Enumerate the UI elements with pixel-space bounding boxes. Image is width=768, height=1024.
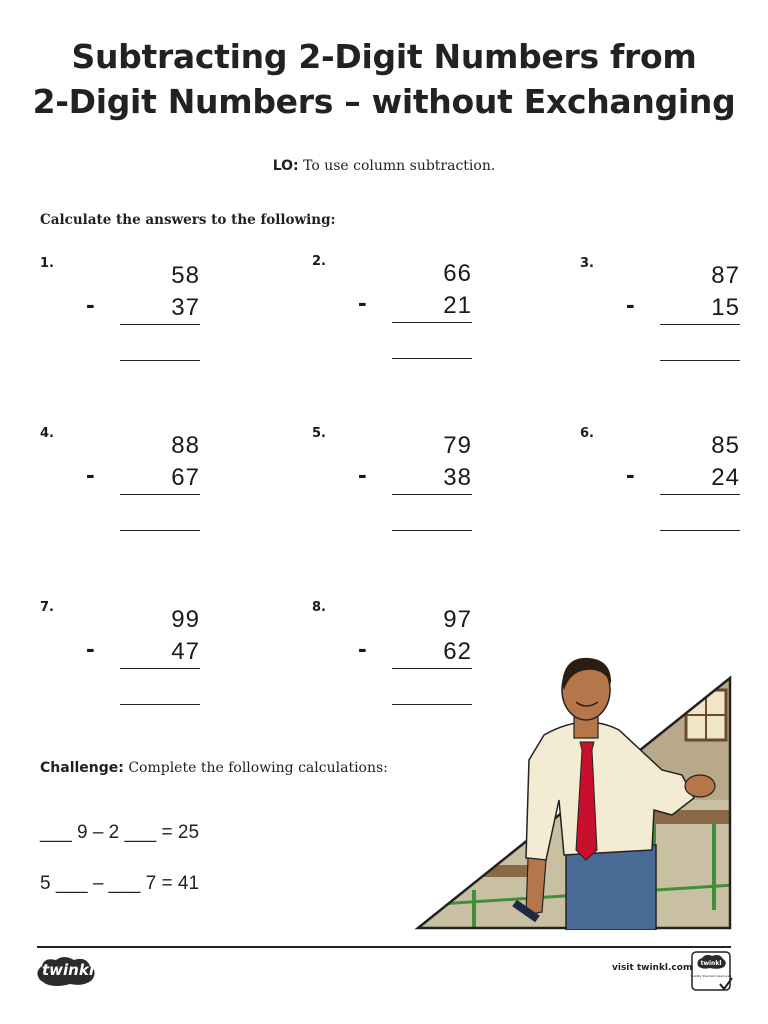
title-line-2: 2-Digit Numbers – without Exchanging bbox=[32, 82, 736, 121]
answer-line[interactable] bbox=[120, 530, 200, 531]
badge-text: twinkl bbox=[700, 960, 722, 967]
problem-6 bbox=[580, 426, 740, 546]
operation-line bbox=[660, 494, 740, 495]
answer-line[interactable] bbox=[660, 530, 740, 531]
problem-number: 7. bbox=[40, 600, 54, 615]
problem-number: 4. bbox=[40, 426, 54, 441]
answer-line[interactable] bbox=[392, 358, 472, 359]
problem-3 bbox=[580, 256, 740, 376]
answer-line[interactable] bbox=[120, 704, 200, 705]
title-line-1: Subtracting 2-Digit Numbers from bbox=[71, 37, 697, 76]
minus-sign: - bbox=[358, 459, 367, 489]
problem-5 bbox=[312, 426, 472, 546]
subtrahend: 15 bbox=[711, 294, 740, 321]
problem-number: 1. bbox=[40, 256, 54, 271]
badge-subtext: Quality Standard Approved bbox=[690, 974, 732, 978]
challenge-equation-1[interactable]: ___ 9 – 2 ___ = 25 bbox=[40, 822, 200, 843]
answer-line[interactable] bbox=[392, 530, 472, 531]
minus-sign: - bbox=[86, 289, 95, 319]
problem-number: 6. bbox=[580, 426, 594, 441]
subtrahend: 37 bbox=[171, 294, 200, 321]
minuend: 85 bbox=[711, 432, 740, 459]
challenge-label: Challenge: bbox=[40, 760, 124, 776]
operation-line bbox=[120, 324, 200, 325]
minus-sign: - bbox=[626, 459, 635, 489]
problem-7 bbox=[40, 600, 200, 720]
minuend: 66 bbox=[443, 260, 472, 287]
problem-2 bbox=[312, 254, 472, 374]
problem-number: 2. bbox=[312, 254, 326, 269]
problem-number: 8. bbox=[312, 600, 326, 615]
minus-sign: - bbox=[86, 633, 95, 663]
minus-sign: - bbox=[626, 289, 635, 319]
page-title bbox=[0, 34, 768, 124]
operation-line bbox=[660, 324, 740, 325]
minuend: 99 bbox=[171, 606, 200, 633]
teacher-illustration bbox=[414, 650, 734, 930]
minus-sign: - bbox=[86, 459, 95, 489]
operation-line bbox=[392, 322, 472, 323]
problem-number: 5. bbox=[312, 426, 326, 441]
problem-4 bbox=[40, 426, 200, 546]
subtrahend: 62 bbox=[443, 638, 472, 665]
operation-line bbox=[120, 668, 200, 669]
instruction-text: Calculate the answers to the following: bbox=[40, 212, 336, 228]
minus-sign: - bbox=[358, 287, 367, 317]
minuend: 88 bbox=[171, 432, 200, 459]
subtrahend: 24 bbox=[711, 464, 740, 491]
minus-sign: - bbox=[358, 633, 367, 663]
subtrahend: 38 bbox=[443, 464, 472, 491]
challenge-equation-2[interactable]: 5 ___ – ___ 7 = 41 bbox=[40, 873, 200, 894]
lo-text: To use column subtraction. bbox=[303, 158, 496, 174]
challenge-text: Complete the following calculations: bbox=[128, 760, 388, 776]
subtrahend: 21 bbox=[443, 292, 472, 319]
minuend: 97 bbox=[443, 606, 472, 633]
quality-standard-badge-icon bbox=[690, 950, 734, 994]
subtrahend: 67 bbox=[171, 464, 200, 491]
minuend: 58 bbox=[171, 262, 200, 289]
challenge-heading bbox=[40, 760, 388, 776]
footer-link[interactable]: visit twinkl.com bbox=[612, 963, 693, 973]
minuend: 87 bbox=[711, 262, 740, 289]
subtrahend: 47 bbox=[171, 638, 200, 665]
logo-text[interactable]: twinkl bbox=[42, 961, 94, 979]
operation-line bbox=[392, 494, 472, 495]
problem-1 bbox=[40, 256, 200, 376]
lo-label: LO: bbox=[272, 158, 299, 174]
answer-line[interactable] bbox=[660, 360, 740, 361]
problem-number: 3. bbox=[580, 256, 594, 271]
answer-line[interactable] bbox=[120, 360, 200, 361]
operation-line bbox=[120, 494, 200, 495]
footer-divider bbox=[37, 946, 731, 948]
learning-objective bbox=[0, 158, 768, 174]
minuend: 79 bbox=[443, 432, 472, 459]
